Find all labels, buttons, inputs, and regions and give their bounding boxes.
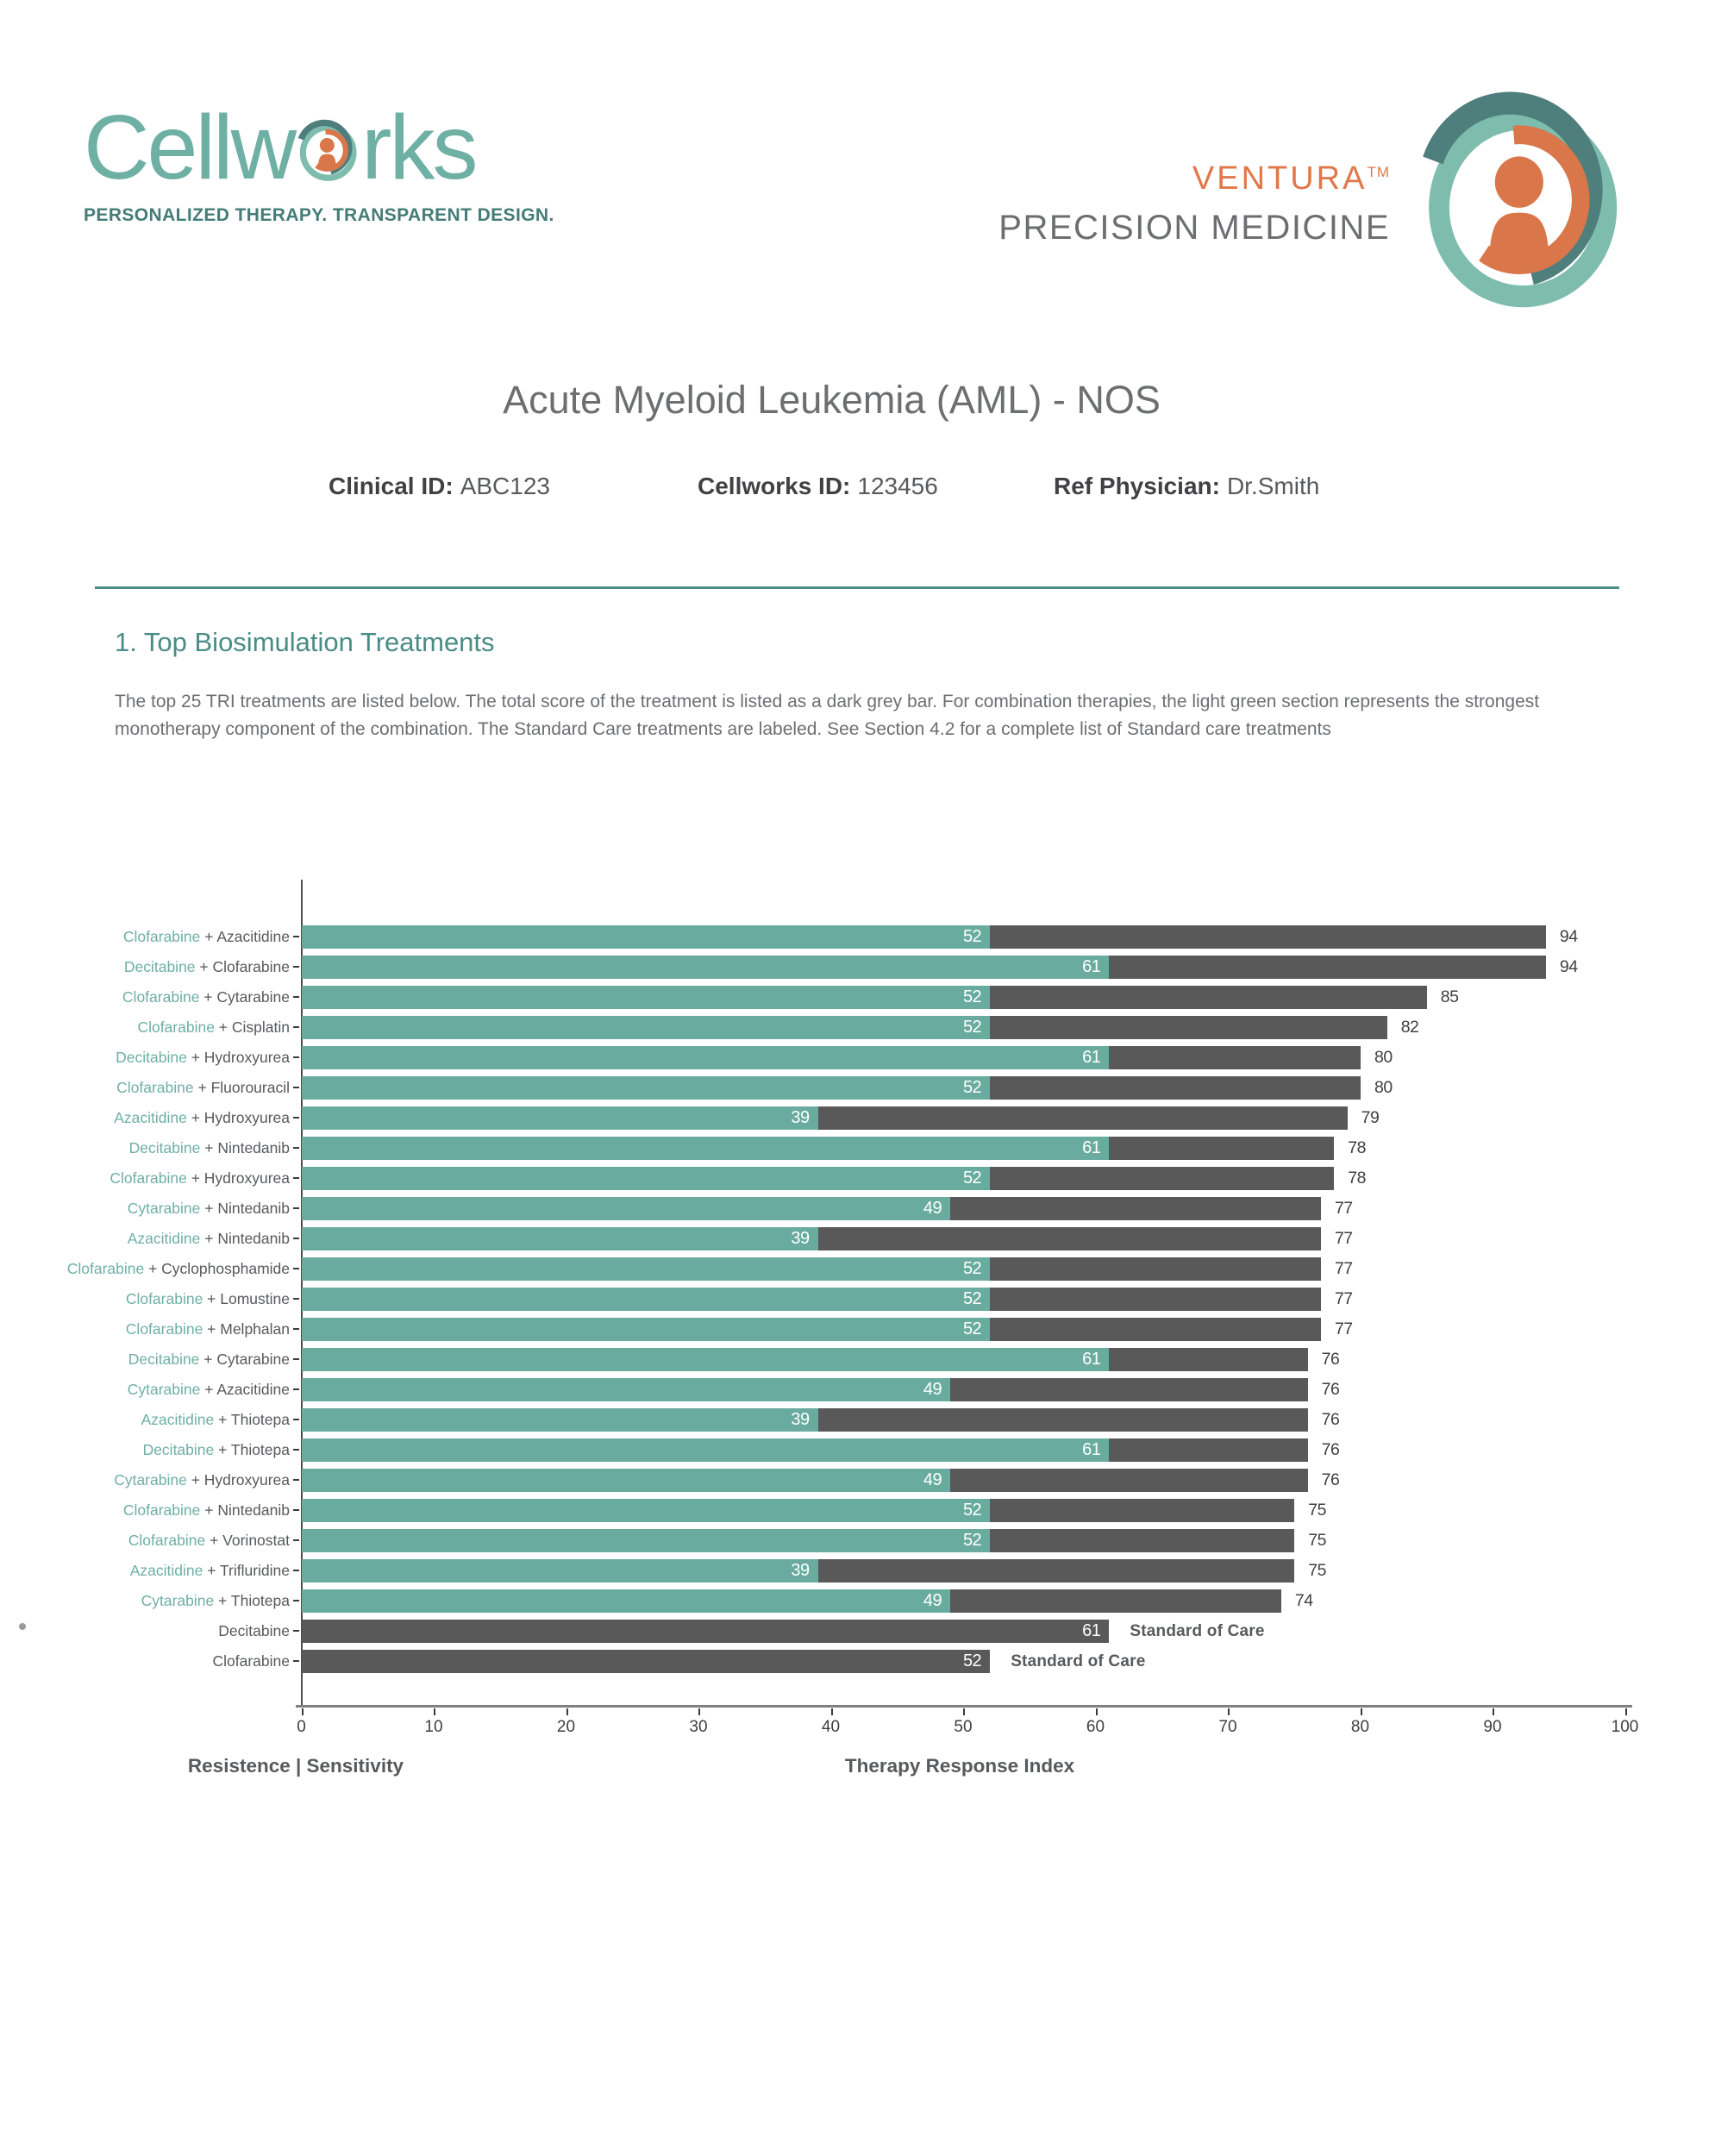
x-axis-tick (1096, 1708, 1098, 1715)
y-tick (293, 1207, 299, 1209)
monotherapy-segment (302, 1318, 990, 1341)
monotherapy-value: 52 (962, 987, 982, 1006)
y-tick (293, 1449, 299, 1451)
product-subtitle: PRECISION MEDICINE (998, 209, 1390, 248)
total-score-bar (302, 1469, 1308, 1492)
monotherapy-value: 61 (1082, 1439, 1101, 1459)
y-tick (293, 1268, 299, 1269)
x-axis-tick (831, 1708, 833, 1715)
total-score-bar (302, 1016, 1387, 1039)
monotherapy-value: 52 (962, 1017, 982, 1037)
x-axis-title: Therapy Response Index (844, 1755, 1075, 1777)
total-score-value: 74 (1294, 1590, 1313, 1610)
treatment-label (0, 1106, 290, 1130)
x-axis-tick-label: 60 (1086, 1718, 1105, 1736)
total-score-bar (302, 986, 1427, 1009)
total-score-bar (302, 1046, 1361, 1069)
treatment-label (0, 1650, 290, 1673)
monotherapy-segment (302, 1348, 1109, 1371)
x-axis-tick (302, 1708, 304, 1715)
section-body-text: The top 25 TRI treatments are listed below. The total score of the treatment is listed as a dark grey bar. For combination therapies, the light green section represents the strongest monotherapy component of the combination. The Standard Care treatments are labeled. See Section 4.2 for a complete list of Standard care treatments (115, 692, 1540, 739)
x-axis-tick (1493, 1708, 1494, 1715)
x-axis-tick-label: 100 (1611, 1718, 1639, 1736)
x-axis-tick-label: 20 (556, 1718, 576, 1736)
total-score-value: 82 (1400, 1017, 1419, 1037)
total-score-bar (302, 956, 1546, 979)
drug1-name: Azacitidine (141, 1410, 215, 1428)
drug2-name: + Vorinostat (205, 1531, 290, 1549)
drug1-name: Azacitidine (127, 1229, 201, 1247)
x-axis-tick (434, 1708, 435, 1715)
monotherapy-value: 61 (1082, 1138, 1101, 1157)
cellworks-id-field (698, 473, 938, 500)
drug1-name: Clofarabine (122, 987, 200, 1006)
monotherapy-value: 52 (962, 926, 982, 946)
total-score-value: 77 (1334, 1198, 1353, 1218)
monotherapy-value: 49 (923, 1379, 942, 1399)
drug2-name: + Hydroxyurea (186, 1470, 290, 1489)
drug1-name: Clofarabine (116, 1078, 194, 1096)
total-score-value: 94 (1559, 926, 1578, 946)
total-score-value: 77 (1334, 1319, 1353, 1338)
total-score-bar (302, 1106, 1348, 1130)
y-tick (293, 1419, 299, 1420)
monotherapy-value: 61 (1082, 1620, 1101, 1640)
drug1-name: Decitabine (123, 957, 196, 975)
monotherapy-segment (302, 1378, 950, 1401)
treatment-label (0, 1469, 290, 1492)
y-tick (293, 1087, 299, 1088)
monotherapy-segment (302, 1076, 990, 1100)
monotherapy-value: 49 (923, 1590, 942, 1610)
monotherapy-segment (302, 986, 990, 1009)
total-score-bar (302, 1288, 1321, 1311)
drug2-name: + Nintedanib (200, 1138, 290, 1156)
monotherapy-value: 39 (791, 1228, 810, 1248)
treatment-label (0, 956, 290, 979)
treatment-label (0, 986, 290, 1009)
drug2-name: + Hydroxyurea (186, 1169, 290, 1187)
y-tick (293, 936, 299, 937)
monotherapy-segment (302, 925, 990, 949)
drug2-name: + Nintedanib (200, 1501, 290, 1519)
monotherapy-segment (302, 1438, 1109, 1462)
y-tick (293, 1509, 299, 1511)
monotherapy-segment (302, 1197, 950, 1220)
drug2-name: + Trifluridine (203, 1561, 290, 1579)
monotherapy-value: 61 (1082, 1047, 1101, 1067)
monotherapy-value: 52 (962, 1258, 982, 1278)
total-score-bar (302, 1167, 1334, 1190)
drug2-name: + Lomustine (203, 1289, 290, 1307)
stray-dot (19, 1623, 26, 1630)
monotherapy-segment (302, 1137, 1109, 1160)
y-tick (293, 1056, 299, 1058)
treatment-label (0, 1167, 290, 1190)
clinical-id-value: ABC123 (460, 473, 550, 499)
drug2-name: + Nintedanib (200, 1199, 290, 1217)
drug2-name: + Fluorouracil (193, 1078, 290, 1096)
drug1-name: Decitabine (116, 1048, 187, 1066)
standard-of-care-label: Standard of Care (1130, 1621, 1265, 1640)
x-axis-tick (963, 1708, 965, 1715)
treatment-label (0, 1348, 290, 1371)
treatment-label (0, 1318, 290, 1341)
x-axis-tick-label: 0 (297, 1718, 306, 1736)
total-score-value: 78 (1348, 1168, 1366, 1188)
drug1-name: Decitabine (142, 1440, 215, 1458)
y-tick (293, 996, 299, 998)
monotherapy-value: 49 (923, 1470, 942, 1489)
monotherapy-name: Clofarabine (212, 1651, 290, 1670)
x-axis-line (296, 1705, 1632, 1708)
y-tick (293, 1600, 299, 1601)
treatment-label (0, 1227, 290, 1250)
cellworks-id-value: 123456 (857, 473, 938, 499)
drug1-name: Azacitidine (129, 1561, 203, 1579)
standard-of-care-label: Standard of Care (1011, 1651, 1146, 1670)
y-tick (293, 1570, 299, 1571)
cellworks-logo (84, 97, 554, 226)
drug1-name: Cytarabine (141, 1591, 215, 1609)
drug2-name: + Thiotepa (214, 1591, 290, 1609)
y-tick (293, 1328, 299, 1330)
page-title: Acute Myeloid Leukemia (AML) - NOS (503, 378, 1161, 422)
product-name-line (914, 157, 1390, 201)
x-axis-tick-label: 90 (1483, 1718, 1502, 1736)
treatment-label (0, 1046, 290, 1069)
total-score-value: 75 (1308, 1530, 1326, 1550)
monotherapy-segment (302, 1559, 818, 1583)
total-score-value: 79 (1361, 1107, 1380, 1127)
total-score-bar (302, 1348, 1308, 1371)
treatment-bar-chart (0, 880, 1715, 1871)
total-score-value: 76 (1321, 1409, 1340, 1429)
monotherapy-value: 39 (791, 1409, 810, 1429)
total-score-bar (302, 1076, 1361, 1100)
x-axis-tick (1228, 1708, 1230, 1715)
treatment-label (0, 1559, 290, 1583)
monotherapy-segment (302, 1620, 1109, 1643)
treatment-label (0, 1529, 290, 1552)
x-axis-tick (1625, 1708, 1627, 1715)
section-divider (95, 586, 1619, 589)
ref-physician-value: Dr.Smith (1226, 473, 1320, 499)
monotherapy-segment (302, 1167, 990, 1190)
y-tick (293, 1479, 299, 1481)
drug1-name: Decitabine (128, 1350, 200, 1368)
x-axis-tick-label: 30 (689, 1718, 708, 1736)
drug2-name: + Melphalan (203, 1319, 290, 1338)
x-axis-tick-label: 80 (1350, 1718, 1370, 1736)
monotherapy-value: 52 (962, 1319, 982, 1338)
total-score-bar (302, 1318, 1321, 1341)
drug1-name: Clofarabine (122, 1501, 201, 1519)
drug2-name: + Nintedanib (200, 1229, 290, 1247)
monotherapy-segment (302, 1529, 990, 1552)
total-score-value: 75 (1308, 1500, 1326, 1520)
ventura-name: VENTURA (1192, 160, 1368, 197)
ref-physician-field (1054, 473, 1319, 500)
total-score-value: 75 (1308, 1560, 1326, 1580)
y-tick (293, 1147, 299, 1149)
monotherapy-segment (302, 1227, 818, 1250)
ventura-logo-icon (1404, 78, 1638, 326)
ref-physician-label: Ref Physician: (1054, 473, 1220, 499)
drug2-name: + Cyclophosphamide (144, 1259, 290, 1277)
drug1-name: Azacitidine (114, 1108, 187, 1126)
y-tick (293, 1298, 299, 1300)
total-score-bar (302, 1589, 1281, 1613)
monotherapy-value: 39 (791, 1560, 810, 1580)
monotherapy-value: 52 (962, 1077, 982, 1097)
total-score-value: 85 (1440, 987, 1459, 1006)
total-score-value: 76 (1321, 1379, 1340, 1399)
total-score-bar (302, 1197, 1321, 1220)
total-score-bar (302, 1529, 1294, 1552)
drug1-name: Clofarabine (125, 1319, 203, 1338)
treatment-label (0, 1137, 290, 1160)
monotherapy-segment (302, 1106, 818, 1130)
treatment-label (0, 925, 290, 949)
drug2-name: + Thiotepa (214, 1440, 290, 1458)
drug2-name: + Cisplatin (214, 1018, 290, 1036)
x-axis-tick-label: 70 (1218, 1718, 1237, 1736)
x-axis-tick (566, 1708, 568, 1715)
monotherapy-value: 52 (962, 1500, 982, 1520)
total-score-bar (302, 925, 1546, 949)
drug1-name: Clofarabine (66, 1259, 145, 1277)
total-score-bar (302, 1559, 1294, 1583)
total-score-value: 77 (1334, 1288, 1353, 1308)
total-score-bar (302, 1378, 1308, 1401)
treatment-label (0, 1620, 290, 1643)
treatment-label (0, 1499, 290, 1522)
treatment-label (0, 1408, 290, 1432)
treatment-label (0, 1076, 290, 1100)
total-score-bar (302, 1499, 1294, 1522)
y-tick (293, 1358, 299, 1360)
monotherapy-value: 61 (1082, 1349, 1101, 1369)
section-heading: 1. Top Biosimulation Treatments (115, 627, 495, 657)
treatment-label (0, 1438, 290, 1462)
monotherapy-segment (302, 1288, 990, 1311)
monotherapy-segment (302, 956, 1109, 979)
total-score-bar (302, 1257, 1321, 1281)
monotherapy-segment (302, 1499, 990, 1522)
resistance-sensitivity-label: Resistence | Sensitivity (187, 1755, 404, 1777)
drug1-name: Cytarabine (114, 1470, 187, 1489)
clinical-id-label: Clinical ID: (329, 473, 454, 499)
total-score-bar (302, 1137, 1334, 1160)
treatment-label (0, 1288, 290, 1311)
y-tick (293, 1660, 299, 1662)
drug1-name: Clofarabine (125, 1289, 203, 1307)
monotherapy-segment (302, 1650, 990, 1673)
treatment-label (0, 1016, 290, 1039)
drug1-name: Cytarabine (127, 1199, 201, 1217)
cellworks-emblem-icon (292, 116, 363, 186)
drug2-name: + Azacitidine (200, 927, 290, 945)
drug1-name: Clofarabine (122, 927, 201, 945)
x-axis-tick-label: 40 (821, 1718, 841, 1736)
monotherapy-segment (302, 1408, 818, 1432)
monotherapy-segment (302, 1589, 950, 1613)
total-score-value: 78 (1348, 1138, 1366, 1157)
treatment-label (0, 1257, 290, 1281)
total-score-value: 76 (1321, 1349, 1340, 1369)
y-tick (293, 1177, 299, 1179)
monotherapy-segment (302, 1046, 1109, 1069)
drug2-name: + Clofarabine (195, 957, 290, 975)
drug1-name: Cytarabine (127, 1380, 201, 1398)
monotherapy-value: 52 (962, 1651, 982, 1670)
drug2-name: + Hydroxyurea (186, 1108, 290, 1126)
drug2-name: + Cytarabine (199, 1350, 290, 1368)
total-score-value: 77 (1334, 1228, 1353, 1248)
treatment-label (0, 1378, 290, 1401)
y-tick (293, 1388, 299, 1390)
total-score-value: 80 (1374, 1047, 1393, 1067)
monotherapy-segment (302, 1257, 990, 1281)
x-axis-tick (698, 1708, 700, 1715)
y-tick (293, 966, 299, 968)
drug1-name: Clofarabine (137, 1018, 215, 1036)
monotherapy-value: 52 (962, 1288, 982, 1308)
drug1-name: Clofarabine (110, 1169, 187, 1187)
y-tick (293, 1238, 299, 1239)
monotherapy-value: 49 (923, 1198, 942, 1218)
monotherapy-value: 52 (962, 1168, 982, 1188)
total-score-bar (302, 1620, 1109, 1643)
drug1-name: Clofarabine (128, 1531, 206, 1549)
drug1-name: Decitabine (128, 1138, 201, 1156)
y-tick (293, 1539, 299, 1541)
treatment-label (0, 1589, 290, 1613)
y-tick (293, 1630, 299, 1632)
drug2-name: + Hydroxyurea (186, 1048, 290, 1066)
trademark-symbol: TM (1367, 164, 1390, 180)
monotherapy-segment (302, 1016, 990, 1039)
drug2-name: + Azacitidine (200, 1380, 290, 1398)
x-axis-tick-label: 50 (954, 1718, 973, 1736)
drug2-name: + Cytarabine (199, 987, 290, 1006)
drug2-name: + Thiotepa (214, 1410, 290, 1428)
y-tick (293, 1026, 299, 1028)
total-score-value: 94 (1559, 956, 1578, 976)
treatment-label (0, 1197, 290, 1220)
total-score-bar (302, 1227, 1321, 1250)
ventura-product-block (914, 157, 1390, 251)
monotherapy-value: 52 (962, 1530, 982, 1550)
cellworks-id-label: Cellworks ID: (698, 473, 851, 499)
x-axis-tick (1361, 1708, 1362, 1715)
monotherapy-name: Decitabine (218, 1621, 290, 1639)
clinical-id-field (329, 473, 550, 500)
monotherapy-value: 61 (1082, 956, 1101, 976)
monotherapy-segment (302, 1469, 950, 1492)
total-score-value: 80 (1374, 1077, 1393, 1097)
brand-tagline: PERSONALIZED THERAPY. TRANSPARENT DESIGN. (84, 205, 554, 225)
cellworks-wordmark: Cellw rks (84, 97, 476, 198)
total-score-bar (302, 1650, 990, 1673)
y-tick (293, 1117, 299, 1119)
total-score-bar (302, 1438, 1308, 1462)
total-score-value: 76 (1321, 1439, 1340, 1459)
total-score-bar (302, 1408, 1308, 1432)
monotherapy-value: 39 (791, 1107, 810, 1127)
x-axis-tick-label: 10 (424, 1718, 443, 1736)
total-score-value: 76 (1321, 1470, 1340, 1489)
total-score-value: 77 (1334, 1258, 1353, 1278)
